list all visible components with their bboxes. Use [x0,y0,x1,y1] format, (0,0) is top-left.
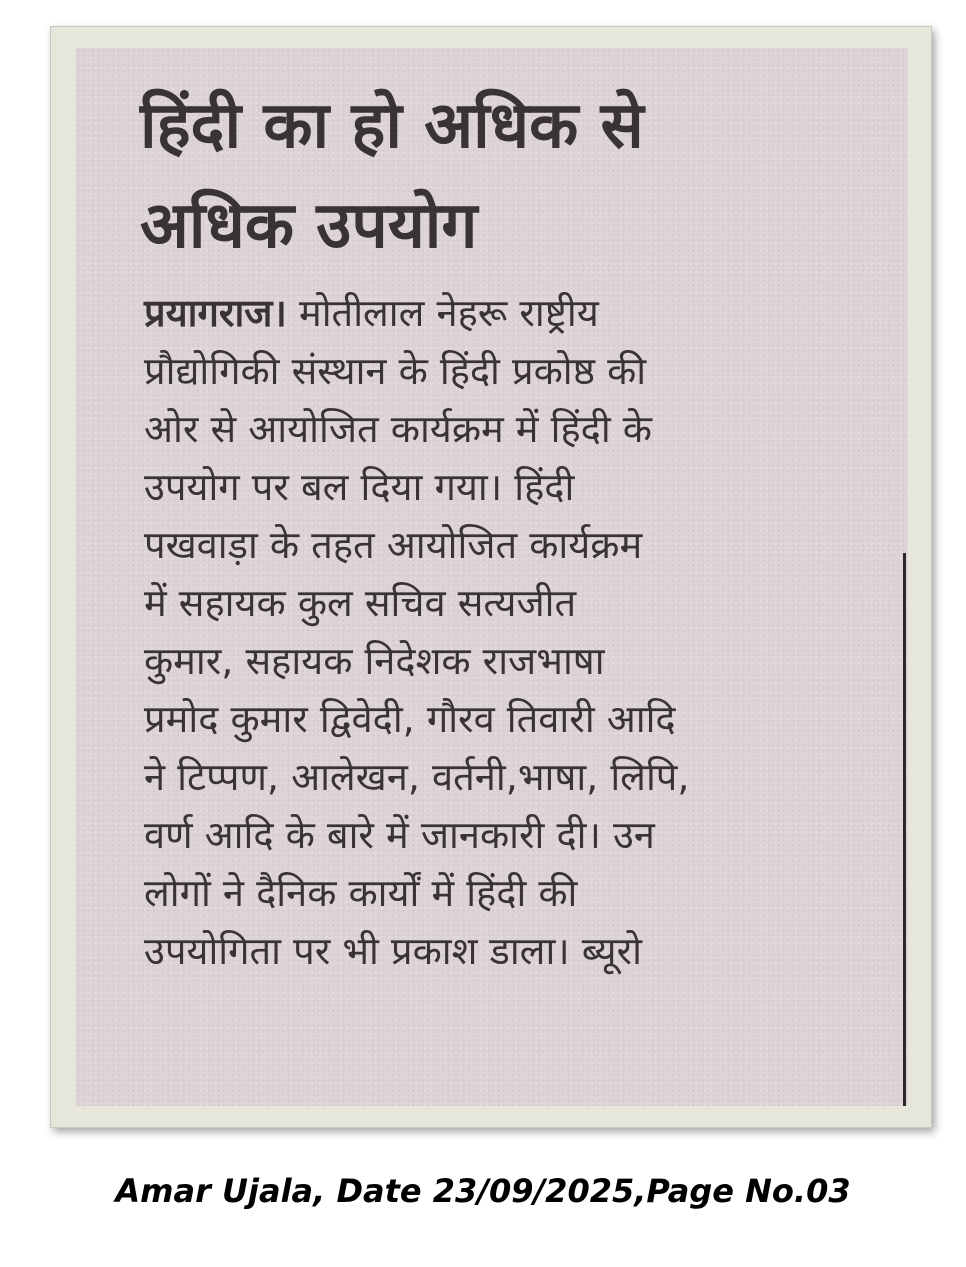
body-line: पखवाड़ा के तहत आयोजित कार्यक्रम [144,523,643,567]
source-caption: Amar Ujala, Date 23/09/2025,Page No.03 [115,1172,851,1210]
article-body [144,284,894,980]
body-line: उपयोगिता पर भी प्रकाश डाला। ब्यूरो [144,929,642,973]
body-line: वर्ण आदि के बारे में जानकारी दी। उन [144,813,655,857]
headline-line: अधिक उपयोग [140,189,478,263]
article-headline [140,76,800,276]
body-line: कुमार, सहायक निदेशक राजभाषा [144,639,605,683]
body-line: प्रमोद कुमार द्विवेदी, गौरव तिवारी आदि [144,697,676,741]
body-line: ने टिप्पण, आलेखन, वर्तनी,भाषा, लिपि, [144,755,690,799]
body-line-text: मोतीलाल नेहरू राष्ट्रीय [286,291,599,335]
column-rule [903,553,906,1106]
body-line: ओर से आयोजित कार्यक्रम में हिंदी के [144,407,652,451]
dateline: प्रयागराज। [144,291,287,335]
body-line: में सहायक कुल सचिव सत्यजीत [144,581,577,625]
body-line: लोगों ने दैनिक कार्यों में हिंदी की [144,871,578,915]
headline-line: हिंदी का हो अधिक से [140,89,644,163]
body-line: प्रौद्योगिकी संस्थान के हिंदी प्रकोष्ठ की [144,349,647,393]
body-line: उपयोग पर बल दिया गया। हिंदी [144,465,575,509]
body-line [144,284,894,342]
newspaper-clipping [76,48,908,1106]
